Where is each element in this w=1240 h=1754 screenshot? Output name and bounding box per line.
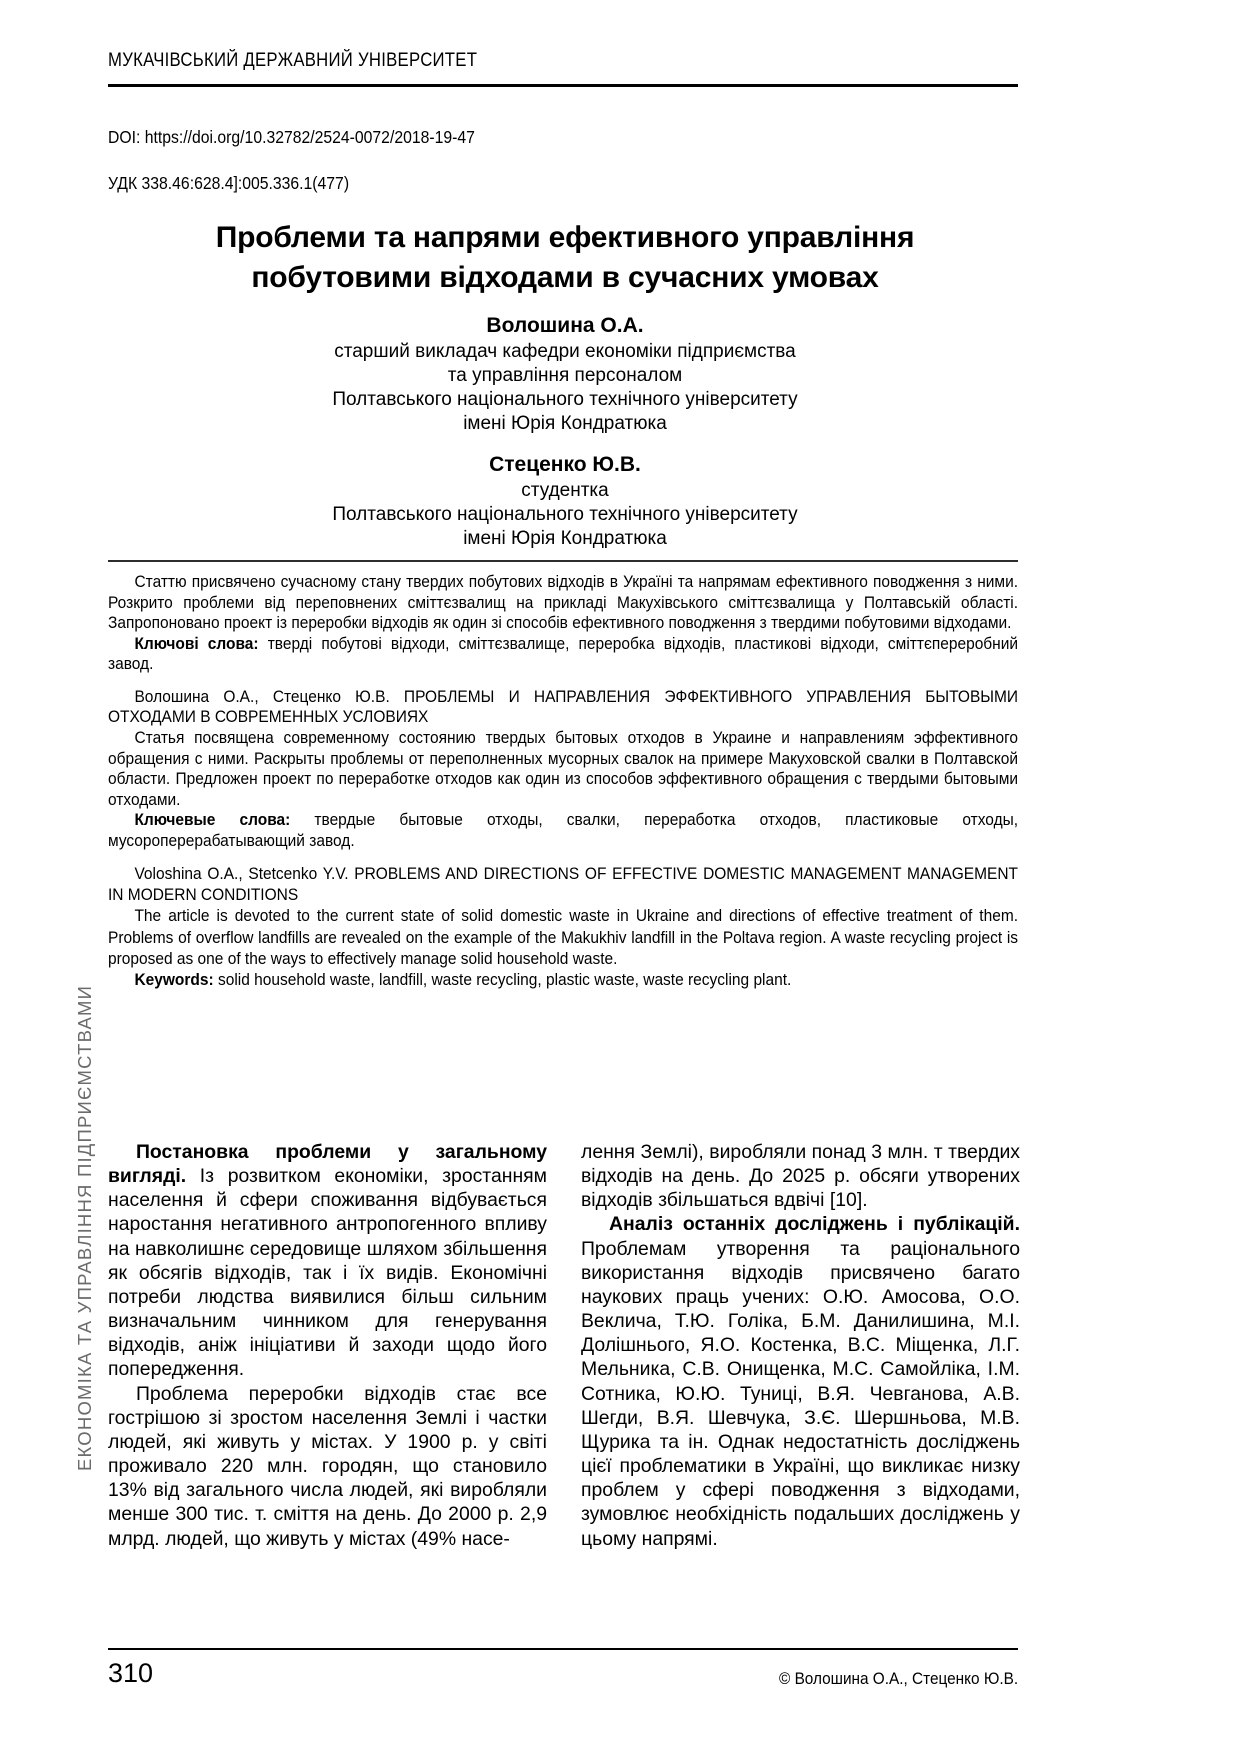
article-title-line-2: побутовими відходами в сучасних умовах (251, 260, 879, 294)
running-head (108, 50, 1018, 72)
abstract-ru-heading: Волошина О.А., Стеценко Ю.В. ПРОБЛЕМЫ И НАПРАВЛЕНИЯ ЭФФЕКТИВНОГО УПРАВЛЕНИЯ БЫТОВЫМИ ОТХОДАМИ В СОВРЕМЕННЫХ УСЛОВИЯХ (108, 687, 1019, 727)
body-columns (108, 1140, 1020, 1550)
author-entry (160, 451, 970, 551)
author-spacer (160, 439, 970, 451)
footer-rule (108, 1648, 1018, 1650)
abstract-english (108, 864, 1018, 992)
author-entry (160, 312, 970, 435)
abstract-en-keywords-line (108, 970, 1018, 991)
author-affiliation-line: Полтавського національного технічного університету (332, 504, 798, 526)
abstract-uk-keywords-line (108, 634, 1018, 675)
body-right-column (581, 1140, 1020, 1550)
abstract-divider-rule (108, 560, 1018, 562)
author-affiliation-line: студентка (521, 480, 609, 502)
udc-line: УДК 338.46:628.4]:005.336.1(477) (108, 173, 350, 193)
abstract-ru-keywords-label: Ключевые слова: (134, 811, 291, 830)
author-affiliation-line: та управління персоналом (447, 364, 683, 386)
authors-block (160, 312, 970, 555)
abstract-en-keywords: solid household waste, landfill, waste recycling, plastic waste, waste recycling plant. (217, 971, 792, 990)
article-title-line-1: Проблеми та напрями ефективного управління (215, 221, 915, 254)
abstract-en-keywords-label: Keywords: (134, 971, 214, 990)
abstract-ru-keywords-line (108, 810, 1018, 851)
body-paragraph-lead: Аналіз останніх досліджень і публікацій. (609, 1213, 1020, 1236)
author-name: Стеценко Ю.В. (489, 453, 641, 477)
copyright-notice: © Волошина О.А., Стеценко Ю.В. (778, 1670, 1018, 1688)
body-paragraph-text: Проблема переробки відходів стає все гострішою зі зростом населення Землі і частки людей, які живуть у містах. У 1900 р. у світі проживало 220 млн. городян, що становило 13% від загального числа людей, які виробляли менше 300 тис. т. сміття на день. До 2000 р. 2,9 млрд. людей, що живуть у містах (49% насе- (108, 1382, 547, 1550)
body-paragraph-text: Із розвитком економіки, зростанням населення й сфери споживання відбувається наростання негативного антропогенного впливу на навколишнє середовище шляхом збільшення як обсягів відходів, так і їх видів. Економічні потреби людства виявилися більш сильним визначальним чинником для генерування відходів, аніж ініціативи й заходи щодо його попередження. (108, 1165, 547, 1381)
body-paragraph (108, 1140, 547, 1382)
author-affiliation-line: імені Юрія Кондратюка (463, 412, 667, 434)
abstract-uk-keywords-label: Ключові слова: (134, 634, 259, 653)
header-rule (108, 84, 1018, 87)
doi-line: DOI: https://doi.org/10.32782/2524-0072/2018-19-47 (108, 127, 475, 147)
article-title (160, 218, 970, 297)
page-number: 310 (108, 1658, 154, 1688)
body-paragraph (108, 1382, 547, 1551)
body-left-column (108, 1140, 547, 1550)
abstract-uk-text: Статтю присвячено сучасному стану твердих побутових відходів в Україні та напрямам ефективного поводження з ними. Розкрито проблеми від переповнених сміттєзвалищ на прикладі Макухівського сміттєзвалища у Полтавській області. Запропоновано проект із переробки відходів як один зі способів ефективного поводження з твердими побутовими відходами. (108, 573, 1019, 633)
author-name: Волошина О.А. (486, 314, 644, 337)
abstract-uk-keywords: тверді побутові відходи, сміттєзвалище, переробка відходів, пластикові відходи, сміттєпереробний завод. (108, 634, 1019, 674)
body-paragraph-continued (581, 1140, 1020, 1212)
abstracts-section (108, 572, 1018, 1003)
abstract-ukrainian (108, 572, 1018, 675)
author-affiliation-line: Полтавського національного технічного університету (332, 388, 798, 410)
section-side-label: ЕКОНОМІКА ТА УПРАВЛІННЯ ПІДПРИЄМСТВАМИ (74, 984, 95, 1471)
abstract-en-text: The article is devoted to the current state of solid domestic waste in Ukraine and directions of effective treatment of them. Problems of overflow landfills are revealed on the example of the Makukhiv landfill in the Poltava region. A waste recycling project is proposed as one of the ways to effectively manage solid household waste. (108, 907, 1019, 968)
author-affiliation-line: імені Юрія Кондратюка (463, 528, 667, 550)
abstract-ru-keywords: твердые бытовые отходы, свалки, переработка отходов, пластиковые отходы, мусороперерабатывающий завод. (108, 811, 1019, 850)
body-paragraph (581, 1212, 1020, 1550)
body-paragraph-text: Проблемам утворення та раціонального використання відходів присвячено багато наукових праць учених: О.Ю. Амосова, О.О. Веклича, Т.Ю. Голіка, Б.М. Данилишина, М.І. Долішнього, Я.О. Костенка, В.С. Міщенка, Л.Г. Мельника, С.В. Онищенка, М.С. Самойліка, І.М. Сотника, Ю.Ю. Туниці, В.Я. Чевганова, А.В. Шегди, В.Я. Шевчука, З.Є. Шершньова, М.В. Щурика та ін. Однак недостатність досліджень цієї проблематики в Україні, що викликає низку проблем у сфері поводження з відходами, зумовлює необхідність подальших досліджень у цьому напрямі. (581, 1237, 1020, 1550)
body-paragraph-lead: Постановка проблеми у загальному вигляді. (108, 1141, 547, 1188)
abstract-russian (108, 687, 1018, 852)
author-affiliation-line: старший викладач кафедри економіки підприємства (334, 340, 796, 362)
running-head-text: МУКАЧІВСЬКИЙ ДЕРЖАВНИЙ УНІВЕРСИТЕТ (108, 50, 478, 71)
abstract-ru-text: Статья посвящена современному состоянию твердых бытовых отходов в Украине и направлениям эффективного обращения с ними. Раскрыты проблемы от переполненных мусорных свалок на примере Макуховской свалки в Полтавской области. Предложен проект по переработке отходов как один из способов эффективного обращения с твердыми бытовыми отходами. (108, 729, 1019, 809)
body-paragraph-text: лення Землі), виробляли понад 3 млн. т твердих відходів на день. До 2025 р. обсяги утворених відходів збільшаться вдвічі [10]. (581, 1141, 1020, 1212)
abstract-en-heading: Voloshina O.A., Stetcenko Y.V. PROBLEMS AND DIRECTIONS OF EFFECTIVE DOMESTIC MANAGEMENT MANAGEMENT IN MODERN CONDITIONS (108, 864, 1019, 904)
